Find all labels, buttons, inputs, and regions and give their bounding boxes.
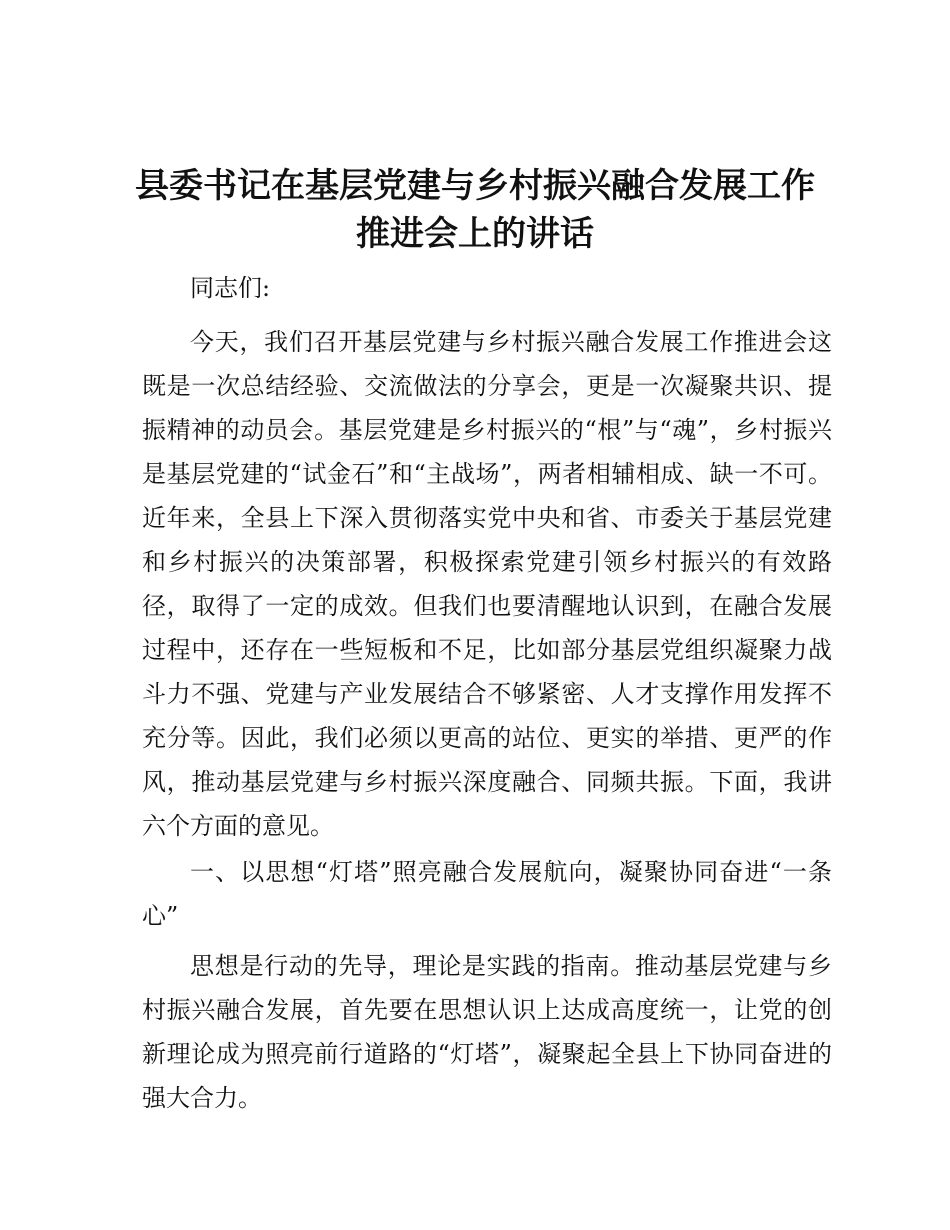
document-title-line-1: 县委书记在基层党建与乡村振兴融合发展工作 — [135, 166, 815, 206]
paragraph-section-1 — [142, 944, 832, 1120]
section-heading-1 — [142, 850, 832, 938]
paragraph-intro — [142, 320, 832, 848]
greeting — [142, 266, 832, 310]
paragraph-section-1-text: 思想是行动的先导，理论是实践的指南。推动基层党建与乡村振兴融合发展，首先要在思想认识上达成高度统一，让党的创新理论成为照亮前行道路的“灯塔”，凝聚起全县上下协同奋进的强大合力。 — [142, 952, 832, 1112]
section-heading-1-text: 一、以思想“灯塔”照亮融合发展航向，凝聚协同奋进“一条心” — [142, 858, 832, 930]
document-title-line-2: 推进会上的讲话 — [356, 214, 594, 254]
paragraph-intro-text: 今天，我们召开基层党建与乡村振兴融合发展工作推进会这既是一次总结经验、交流做法的分享会，更是一次凝聚共识、提振精神的动员会。基层党建是乡村振兴的“根”与“魂”，乡村振兴是基层党建的“试金石”和“主战场”，两者相辅相成、缺一不可。近年来，全县上下深入贯彻落实党中央和省、市委关于基层党建和乡村振兴的决策部署，积极探索党建引领乡村振兴的有效路径，取得了一定的成效。但我们也要清醒地认识到，在融合发展过程中，还存在一些短板和不足，比如部分基层党组织凝聚力战斗力不强、党建与产业发展结合不够紧密、人才支撑作用发挥不充分等。因此，我们必须以更高的站位、更实的举措、更严的作风，推动基层党建与乡村振兴深度融合、同频共振。下面，我讲六个方面的意见。 — [142, 328, 832, 840]
greeting-text: 同志们: — [190, 274, 271, 302]
